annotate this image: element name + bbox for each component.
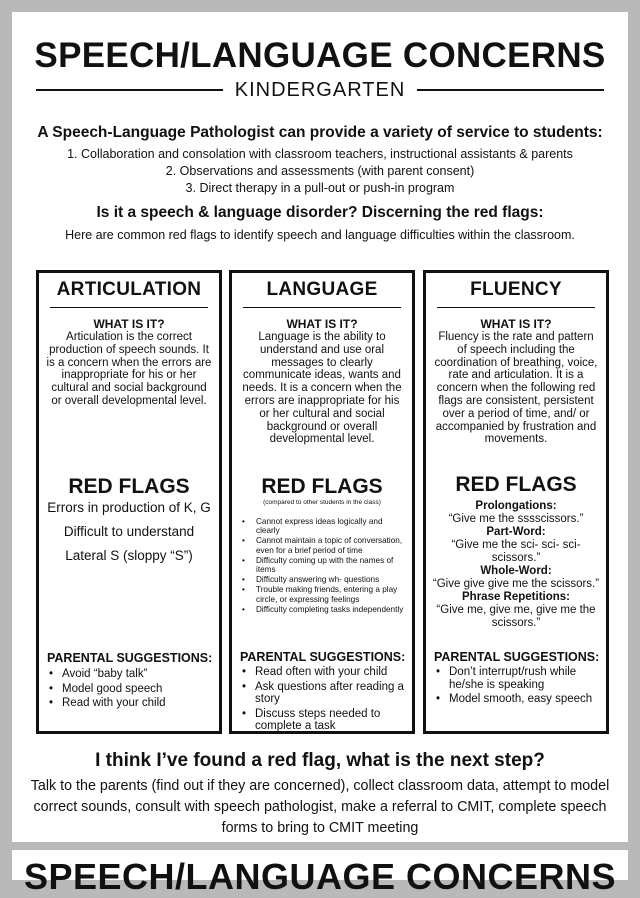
suggestion-item: • Don’t interrupt/rush while he/she is speaking	[434, 666, 600, 691]
red-flags-heading: RED FLAGS	[455, 473, 577, 496]
red-flag-item: • Cannot express ideas logically and clearly	[242, 517, 404, 535]
red-flags-note: (compared to other students in the class)	[263, 499, 381, 506]
red-flag-item: • Cannot maintain a topic of conversation, even for a brief period of time	[242, 536, 404, 554]
red-flag-example: “Give give give me the scissors.”	[432, 578, 600, 590]
column-description: Articulation is the correct production of speech sounds. It is a concern when the errors are inappropriate for his or her cultural and social background or overall developmental level.	[46, 331, 212, 407]
intro-item: 3. Direct therapy in a pull-out or push-in program	[185, 181, 455, 195]
red-flag-item: • Trouble making friends, entering a play circle, or expressing feelings	[242, 585, 404, 603]
suggestion-item: • Read often with your child	[240, 666, 406, 679]
fluency-column	[423, 270, 609, 734]
red-flags-list	[242, 517, 404, 615]
red-flag-item: Errors in production of K, G	[47, 500, 211, 515]
red-flag-example: “Give me the sci- sci- sci- scissors.”	[451, 539, 581, 564]
divider-right	[417, 89, 604, 91]
column-title: ARTICULATION	[50, 279, 208, 308]
articulation-column	[36, 270, 222, 734]
page-title: SPEECH/LANGUAGE CONCERNS	[34, 36, 606, 75]
red-flag-item: • Difficulty coming up with the names of items	[242, 556, 404, 574]
next-page-preview	[12, 850, 628, 897]
what-is-it-label: WHAT IS IT?	[286, 317, 358, 331]
red-flags-heading: RED FLAGS	[68, 475, 190, 498]
what-is-it-label: WHAT IS IT?	[480, 317, 552, 331]
parental-suggestions-heading: PARENTAL SUGGESTIONS:	[47, 651, 213, 665]
column-title: LANGUAGE	[243, 279, 401, 308]
language-column	[229, 270, 415, 734]
question-heading: Is it a speech & language disorder? Discerning the red flags:	[96, 204, 544, 221]
intro-item: 1. Collaboration and consolation with classroom teachers, instructional assistants & parents	[67, 147, 573, 161]
suggestion-item: • Discuss steps needed to complete a task	[240, 708, 406, 733]
red-flags-list	[430, 500, 602, 630]
parental-suggestions-heading: PARENTAL SUGGESTIONS:	[240, 650, 406, 664]
intro-list	[12, 146, 628, 197]
parental-suggestions-list	[434, 666, 600, 708]
parental-suggestions-list	[240, 666, 406, 735]
intro-item: 2. Observations and assessments (with parent consent)	[165, 164, 475, 178]
worksheet-page	[12, 12, 628, 842]
suggestion-item: • Model good speech	[47, 683, 213, 696]
intro-heading: A Speech-Language Pathologist can provide a variety of service to students:	[37, 124, 603, 141]
page-subtitle: KINDERGARTEN	[234, 78, 406, 101]
divider-left	[36, 89, 223, 91]
red-flag-label: Phrase Repetitions:	[462, 591, 570, 603]
next-step-body: Talk to the parents (find out if they are concerned), collect classroom data, attempt to model correct sounds, consult with speech pathologist, make a referral to CMIT, complete speech forms to bring to CMIT meeting	[30, 778, 610, 836]
red-flag-label: Whole-Word:	[480, 565, 552, 577]
column-description: Language is the ability to understand and use oral messages to clearly communicate ideas, wants and needs. It is a concern when the errors are inappropriate for his or her cultural and social background or overall developmental level.	[242, 331, 402, 446]
parental-suggestions-list	[47, 668, 213, 712]
next-step-heading: I think I’ve found a red flag, what is the next step?	[95, 750, 545, 771]
red-flag-example: “Give me the sssscissors.”	[448, 513, 584, 525]
column-title: FLUENCY	[437, 279, 595, 308]
red-flag-item: Difficult to understand	[63, 524, 195, 539]
red-flag-item: • Difficulty answering wh- questions	[242, 575, 404, 584]
column-description: Fluency is the rate and pattern of speech including the coordination of breathing, voice, rate and articulation. It is a concern when the following red flags are consistent, persistent over a period of time, and/ or accompanied by frustration and movements.	[434, 331, 598, 446]
subtitle-row	[36, 78, 604, 102]
question-subtext: Here are common red flags to identify speech and language difficulties within the classroom.	[65, 228, 575, 242]
red-flag-item: • Difficulty completing tasks independently	[242, 605, 404, 614]
next-page-title: SPEECH/LANGUAGE CONCERNS	[23, 856, 617, 897]
parental-suggestions-heading: PARENTAL SUGGESTIONS:	[434, 650, 600, 664]
red-flag-item: Lateral S (sloppy “S”)	[65, 548, 193, 563]
red-flags-heading: RED FLAGS	[261, 475, 383, 498]
what-is-it-label: WHAT IS IT?	[93, 317, 165, 331]
suggestion-item: • Ask questions after reading a story	[240, 681, 406, 706]
suggestion-item: • Model smooth, easy speech	[434, 693, 600, 706]
red-flag-example: “Give me, give me, give me the scissors.”	[436, 604, 596, 629]
red-flags-list	[47, 500, 211, 572]
red-flag-label: Prolongations:	[475, 500, 557, 512]
suggestion-item: • Read with your child	[47, 697, 213, 710]
red-flag-label: Part-Word:	[486, 526, 546, 538]
suggestion-item: • Avoid “baby talk”	[47, 668, 213, 681]
